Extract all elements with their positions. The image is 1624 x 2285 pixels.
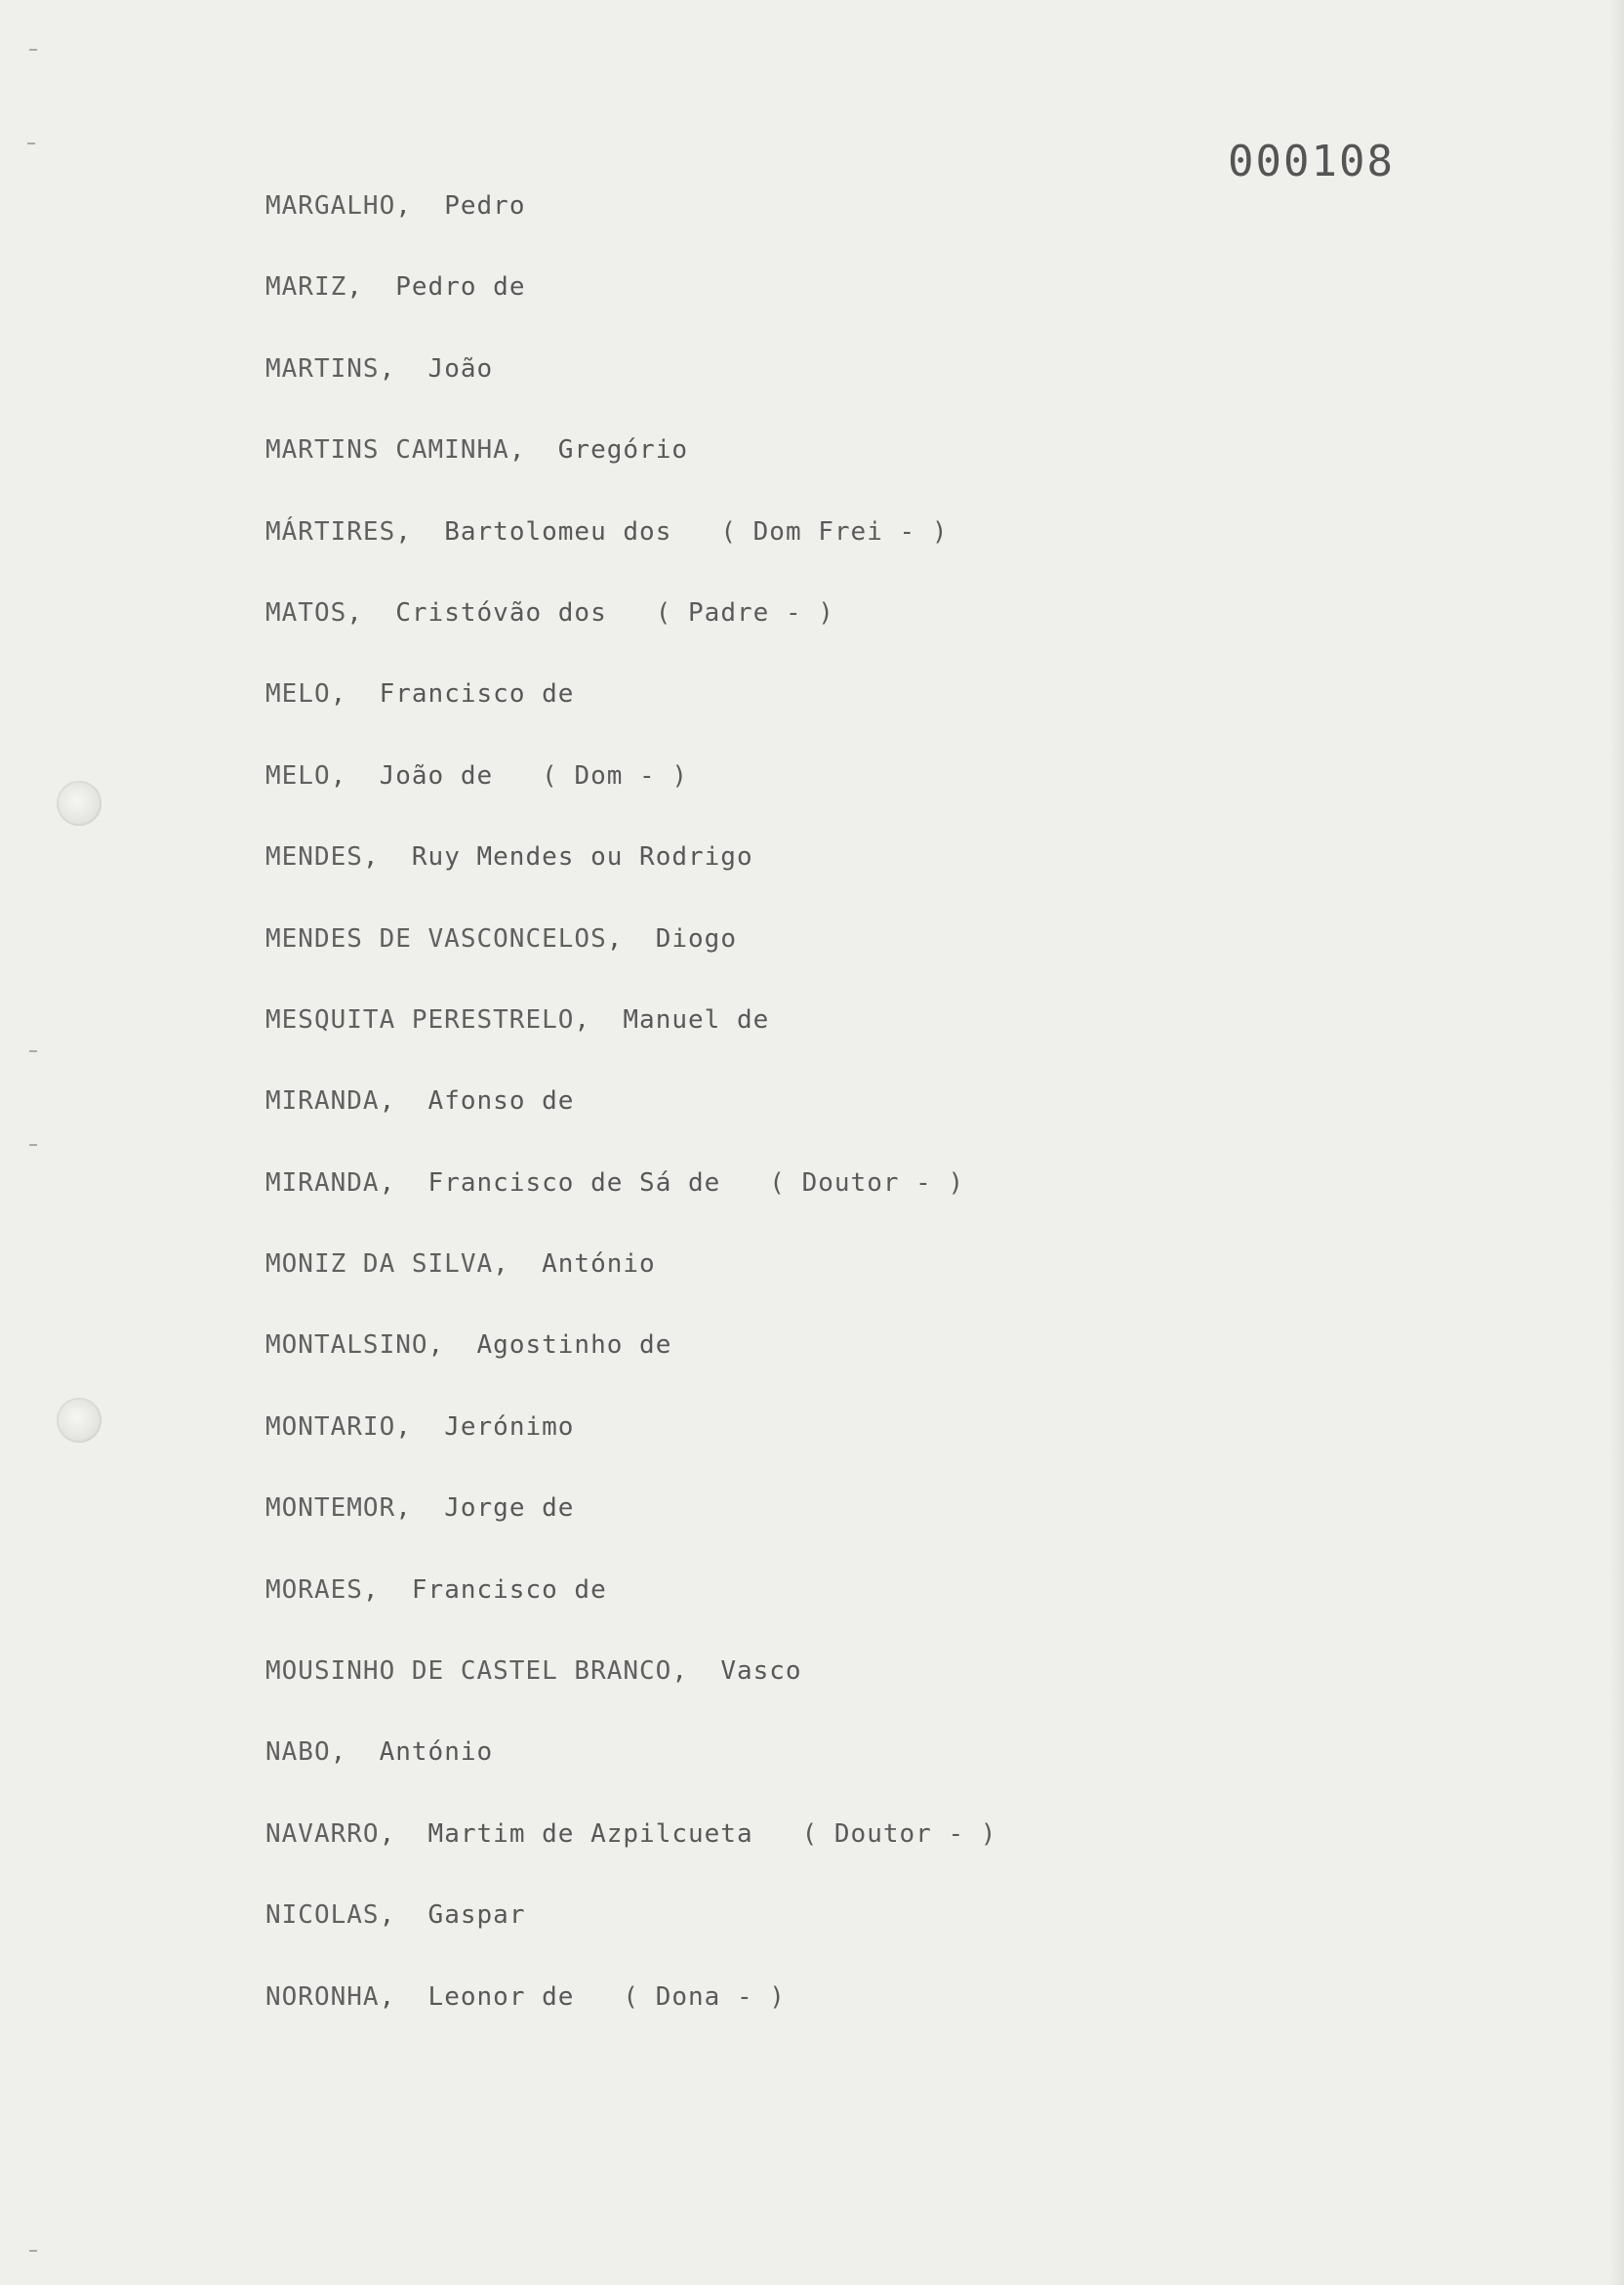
comma: , (395, 1493, 445, 1524)
given-name: João de (379, 760, 494, 791)
comma: , (574, 1004, 624, 1035)
honorific: ( Dom - ) (542, 760, 689, 791)
surname: MOUSINHO DE CASTEL BRANCO (265, 1656, 672, 1687)
surname: NABO (265, 1737, 331, 1768)
comma: , (395, 516, 445, 547)
comma: , (362, 842, 412, 873)
list-item (265, 517, 996, 598)
comma: , (508, 435, 558, 466)
given-name: Jorge de (444, 1493, 575, 1524)
comma: , (379, 1981, 428, 2012)
list-item (265, 1330, 996, 1411)
given-name: Francisco de Sá de (427, 1167, 721, 1198)
surname: MÁRTIRES (265, 516, 396, 547)
surname: NAVARRO (265, 1818, 380, 1849)
comma: , (379, 1086, 428, 1117)
page-number: 000108 (1228, 137, 1395, 186)
surname: MARIZ (265, 272, 347, 303)
list-item (265, 1900, 996, 1981)
surname: MESQUITA PERESTRELO (265, 1004, 575, 1035)
comma: , (395, 1411, 445, 1442)
list-item (265, 1737, 996, 1818)
honorific: ( Doutor - ) (801, 1818, 997, 1849)
surname: MATOS (265, 597, 347, 628)
given-name: Martim de Azpilcueta (427, 1818, 753, 1849)
list-item (265, 354, 996, 435)
honorific: ( Dona - ) (623, 1981, 786, 2012)
given-name: Ruy Mendes ou Rodrigo (411, 842, 753, 873)
list-item (265, 1493, 996, 1574)
list-item (265, 1249, 996, 1330)
list-item (265, 1005, 996, 1086)
given-name: Francisco de (379, 679, 575, 710)
name-list (265, 191, 996, 2063)
punch-hole (57, 781, 102, 826)
surname: MELO (265, 679, 331, 710)
surname: NICOLAS (265, 1900, 380, 1931)
comma: , (671, 1656, 721, 1687)
margin-mark (29, 2250, 37, 2252)
given-name: António (379, 1737, 494, 1768)
given-name: Pedro de (395, 272, 526, 303)
list-item (265, 1086, 996, 1167)
surname: MONTALSINO (265, 1330, 428, 1361)
surname: MARTINS CAMINHA (265, 435, 509, 466)
honorific: ( Padre - ) (655, 597, 834, 628)
given-name: Gaspar (427, 1900, 526, 1931)
comma: , (395, 191, 445, 221)
list-item (265, 1819, 996, 1900)
surname: MONIZ DA SILVA (265, 1249, 494, 1280)
margin-mark (27, 143, 35, 144)
surname: MORAES (265, 1574, 363, 1605)
honorific: ( Dom Frei - ) (720, 516, 949, 547)
comma: , (330, 679, 380, 710)
surname: MENDES (265, 842, 363, 873)
comma: , (346, 597, 396, 628)
list-item (265, 1168, 996, 1249)
surname: MIRANDA (265, 1086, 380, 1117)
surname: MARTINS (265, 353, 380, 384)
surname: MIRANDA (265, 1167, 380, 1198)
list-item (265, 1575, 996, 1656)
list-item (265, 679, 996, 760)
given-name: Gregório (557, 435, 689, 466)
honorific: ( Doutor - ) (769, 1167, 965, 1198)
list-item (265, 1412, 996, 1493)
list-item (265, 272, 996, 353)
comma: , (427, 1330, 477, 1361)
given-name: Cristóvão dos (395, 597, 607, 628)
given-name: Pedro (444, 191, 526, 221)
list-item (265, 761, 996, 842)
surname: MELO (265, 760, 331, 791)
given-name: João (427, 353, 494, 384)
comma: , (346, 272, 396, 303)
margin-mark (29, 1050, 37, 1052)
margin-mark (29, 49, 37, 51)
list-item (265, 842, 996, 923)
comma: , (330, 760, 380, 791)
given-name: Diogo (655, 923, 737, 954)
comma: , (362, 1574, 412, 1605)
given-name: António (542, 1249, 656, 1280)
list-item (265, 598, 996, 679)
punch-hole (57, 1398, 102, 1443)
surname: NORONHA (265, 1981, 380, 2012)
surname: MONTARIO (265, 1411, 396, 1442)
given-name: Manuel de (623, 1004, 770, 1035)
comma: , (330, 1737, 380, 1768)
surname: MENDES DE VASCONCELOS (265, 923, 607, 954)
given-name: Vasco (720, 1656, 802, 1687)
comma: , (379, 353, 428, 384)
given-name: Jerónimo (444, 1411, 575, 1442)
comma: , (493, 1249, 543, 1280)
list-item (265, 1982, 996, 2063)
comma: , (379, 1900, 428, 1931)
list-item (265, 1656, 996, 1737)
given-name: Bartolomeu dos (444, 516, 672, 547)
surname: MONTEMOR (265, 1493, 396, 1524)
given-name: Afonso de (427, 1086, 575, 1117)
list-item (265, 435, 996, 516)
given-name: Francisco de (411, 1574, 607, 1605)
given-name: Agostinho de (476, 1330, 672, 1361)
margin-mark (29, 1144, 37, 1146)
comma: , (379, 1167, 428, 1198)
comma: , (606, 923, 656, 954)
list-item (265, 191, 996, 272)
given-name: Leonor de (427, 1981, 575, 2012)
list-item (265, 924, 996, 1005)
comma: , (379, 1818, 428, 1849)
surname: MARGALHO (265, 191, 396, 221)
